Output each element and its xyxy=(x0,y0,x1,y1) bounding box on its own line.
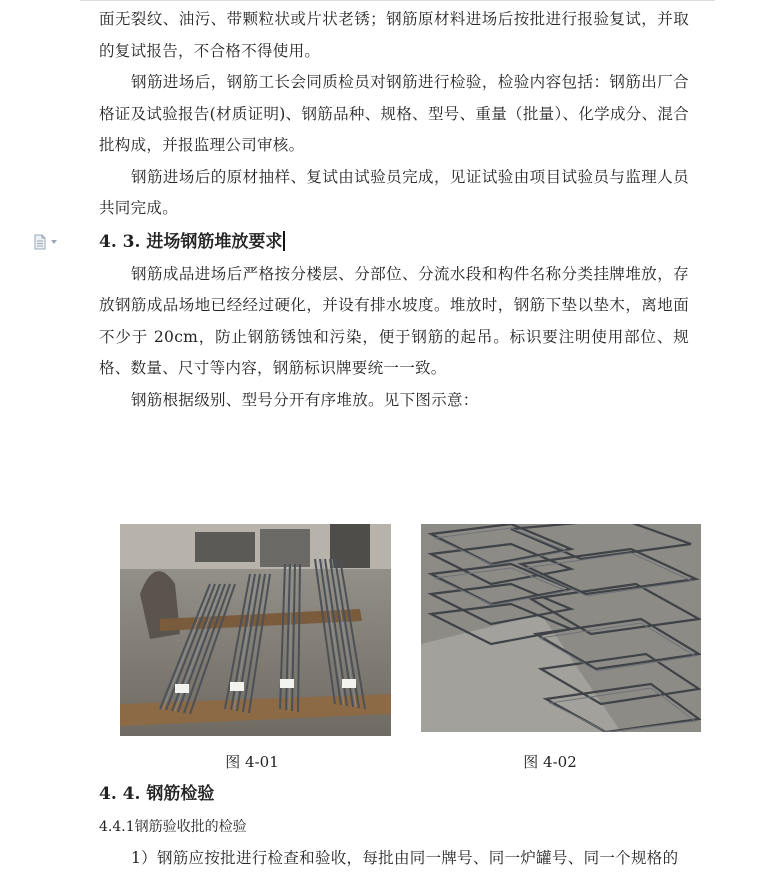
paragraph-6: 1）钢筋应按批进行检查和验收，每批由同一牌号、同一炉罐号、同一个规格的 xyxy=(131,849,679,867)
subsection-heading-4-4-1: 4.4.1钢筋验收批的检验 xyxy=(99,819,247,835)
figure-4-02-photo xyxy=(421,524,701,732)
page-top-edge xyxy=(80,0,715,2)
chevron-down-icon xyxy=(51,240,57,244)
paragraph-3: 钢筋进场后的原材抽样、复试由试验员完成，见证试验由项目试验员与监理人员共同完成。 xyxy=(99,167,689,217)
document-icon xyxy=(33,234,47,250)
paragraph-4: 钢筋成品进场后严格按分楼层、分部位、分流水段和构件名称分类挂牌堆放，存放钢筋成品场地已经经过硬化，并设有排水坡度。堆放时，钢筋下垫以垫木，离地面不少于 20cm，防止钢筋锈蚀和污染，便于钢筋的起吊。标识要注明使用部位、规格、数量、尺寸等内容，钢筋标识牌要统一一致。 xyxy=(99,264,689,377)
section-heading-4-4: 4. 4. 钢筋检验 xyxy=(99,784,215,804)
paragraph-1: 面无裂纹、油污、带颗粒状或片状老锈；钢筋原材料进场后按批进行报验复试，并取的复试报告，不合格不得使用。 xyxy=(99,10,689,60)
paragraph-2: 钢筋进场后，钢筋工长会同质检员对钢筋进行检验，检验内容包括：钢筋出厂合格证及试验报告(材质证明)、钢筋品种、规格、型号、重量（批量）、化学成分、混合批构成，并报监理公司审核。 xyxy=(99,73,689,154)
paragraph-marker[interactable] xyxy=(33,234,57,250)
figure-4-02-caption: 图 4-02 xyxy=(523,753,577,771)
figure-4-01-caption: 图 4-01 xyxy=(225,753,279,771)
document-body xyxy=(99,4,689,416)
text-cursor xyxy=(283,231,285,251)
section-heading-4-3: 4. 3. 进场钢筋堆放要求 xyxy=(99,225,689,259)
document-body-lower xyxy=(99,777,689,875)
figure-4-01-photo xyxy=(120,524,391,736)
paragraph-5: 钢筋根据级别、型号分开有序堆放。见下图示意： xyxy=(131,390,479,409)
